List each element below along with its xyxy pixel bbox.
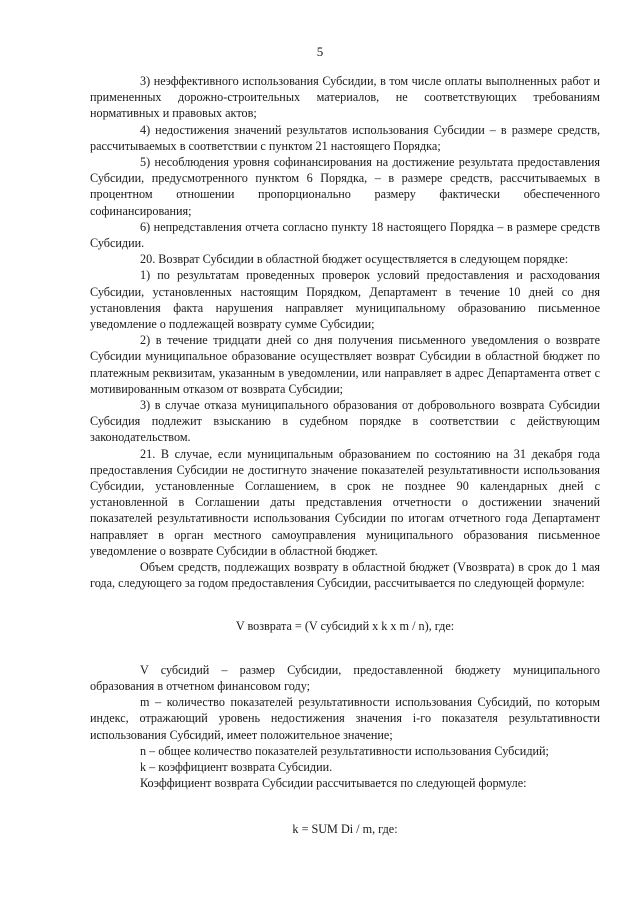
paragraph: 1) по результатам проведенных проверок условий предоставления и расходования Субсидии, установленных настоящим Порядком, Департамент в течение 10 дней со дня установления факта нарушения направляет муниципальному образованию письменное уведомление о подлежащей возврату сумме Субсидии; xyxy=(90,268,600,332)
paragraph: 21. В случае, если муниципальным образованием по состоянию на 31 декабря года предоставления Субсидии не достигнуто значение показателей результативности использования Субсидии, установленные Соглашением, в срок не позднее 90 календарных дней с установленной в Соглашении даты представления отчетности о достижении значений показателей результативности использования Субсидии по итогам отчетного года Департамент направляет в орган местного самоуправления муниципального образования письменное уведомление о возврате Субсидии в областной бюджет. xyxy=(90,446,600,558)
paragraph: 20. Возврат Субсидии в областной бюджет осуществляется в следующем порядке: xyxy=(140,252,569,267)
paragraph: Объем средств, подлежащих возврату в областной бюджет (Vвозврата) в срок до 1 мая года, следующего за годом предоставления Субсидии, рассчитывается по следующей формуле: xyxy=(90,560,600,591)
paragraph: 3) неэффективного использования Субсидии, в том числе оплаты выполненных работ и примененных дорожно-строительных материалов, не соответствующих требованиям нормативных и правовых актов; xyxy=(90,74,600,121)
paragraph: 5) несоблюдения уровня софинансирования на достижение результата предоставления Субсидии, предусмотренного пунктом 6 Порядка, – в размере средств, рассчитываемых в процентном отношении пропорционально размеру фактически обеспеченного софинансирования; xyxy=(90,155,600,218)
definition: V субсидий – размер Субсидии, предоставленной бюджету муниципального образования в отчетном финансовом году; xyxy=(90,662,600,693)
paragraph: 3) в случае отказа муниципального образования от добровольного возврата Субсидии Субсидия подлежит взысканию в судебном порядке в соответствии с действующим законодательством. xyxy=(90,398,600,445)
definition: m – количество показателей результативности использования Субсидий, по которым индекс, отражающий уровень недостижения значения i-го показателя результативности использования Субсидий, имеет положительное значение; xyxy=(90,695,600,742)
page-number: 5 xyxy=(316,44,324,59)
definition: n – общее количество показателей результативности использования Субсидий; xyxy=(140,743,549,758)
formula-return-volume: V возврата = (V субсидий x k x m / n), где: xyxy=(235,618,455,633)
definition: Коэффициент возврата Субсидии рассчитывается по следующей формуле: xyxy=(140,776,527,791)
definition: k – коэффициент возврата Субсидии. xyxy=(140,759,333,774)
formula-return-coefficient: k = SUM Di / m, где: xyxy=(292,822,398,837)
paragraph: 6) непредставления отчета согласно пункту 18 настоящего Порядка – в размере средств Субсидии. xyxy=(90,219,600,251)
document-body xyxy=(90,73,600,838)
paragraph: 4) недостижения значений результатов использования Субсидии – в размере средств, рассчитываемых в соответствии с пунктом 21 настоящего Порядка; xyxy=(90,122,600,153)
paragraph: 2) в течение тридцати дней со дня получения письменного уведомления о возврате Субсидии муниципальное образование осуществляет возврат Субсидии в областной бюджет по платежным реквизитам, указанным в уведомлении, или направляет в адрес Департамента ответ с мотивированным отказом от возврата Субсидии; xyxy=(90,333,600,396)
